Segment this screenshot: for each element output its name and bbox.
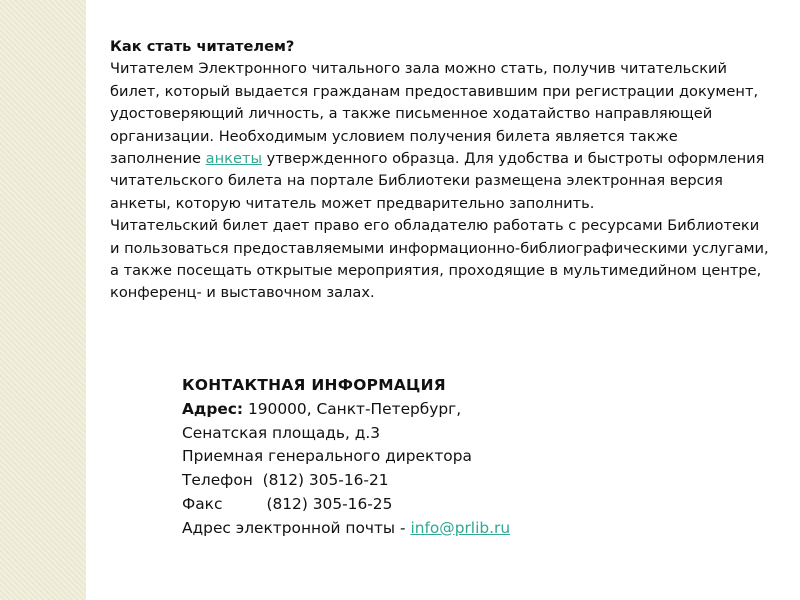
- email-link[interactable]: info@prlib.ru: [410, 518, 511, 537]
- fax-value: (812) 305-16-25: [266, 494, 393, 513]
- phone-value: (812) 305-16-21: [262, 471, 389, 490]
- faq-paragraph-1: [110, 58, 770, 215]
- reception-line: Приемная генерального директора: [182, 447, 472, 466]
- faq-heading: Как стать читателем?: [110, 38, 295, 55]
- phone-label: Телефон: [182, 471, 253, 490]
- faq-text-after-link: утвержденного образца. Для удобства и быстроты оформления читательского билета на портале Библиотеки размещена электронная версия анкеты, которую читатель может предварительно заполнить.: [110, 150, 765, 212]
- faq-text-before-link: Читателем Электронного читального зала можно стать, получив читательский билет, который выдается гражданам предоставившим при регистрации документ, удостоверяющий личность, а также письменное ходатайство направляющей организации. Необходимым условием получения билета является также заполнение: [110, 60, 759, 168]
- fax-label: Факс: [182, 494, 223, 513]
- faq-section: [110, 36, 770, 305]
- phone-line: [182, 469, 742, 493]
- faq-paragraph-2: Читательский билет дает право его обладателю работать с ресурсами Библиотеки и пользоваться предоставляемыми информационно-библиографическими услугами, а также посещать открытые мероприятия, проходящие в мультимедийном центре, конференц- и выставочном залах.: [110, 217, 769, 302]
- email-label: Адрес электронной почты -: [182, 518, 411, 537]
- address-value: 190000, Санкт-Петербург,: [243, 399, 462, 418]
- address-label: Адрес:: [182, 399, 244, 418]
- email-line: [182, 517, 742, 541]
- side-decorative-band: [0, 0, 86, 600]
- contacts-title: КОНТАКТНАЯ ИНФОРМАЦИЯ: [182, 376, 446, 394]
- application-form-link[interactable]: анкеты: [205, 150, 262, 168]
- address-line-1: [182, 398, 742, 422]
- address-line-2: Сенатская площадь, д.3: [182, 423, 381, 442]
- fax-line: [182, 493, 742, 517]
- contacts-section: [182, 374, 742, 541]
